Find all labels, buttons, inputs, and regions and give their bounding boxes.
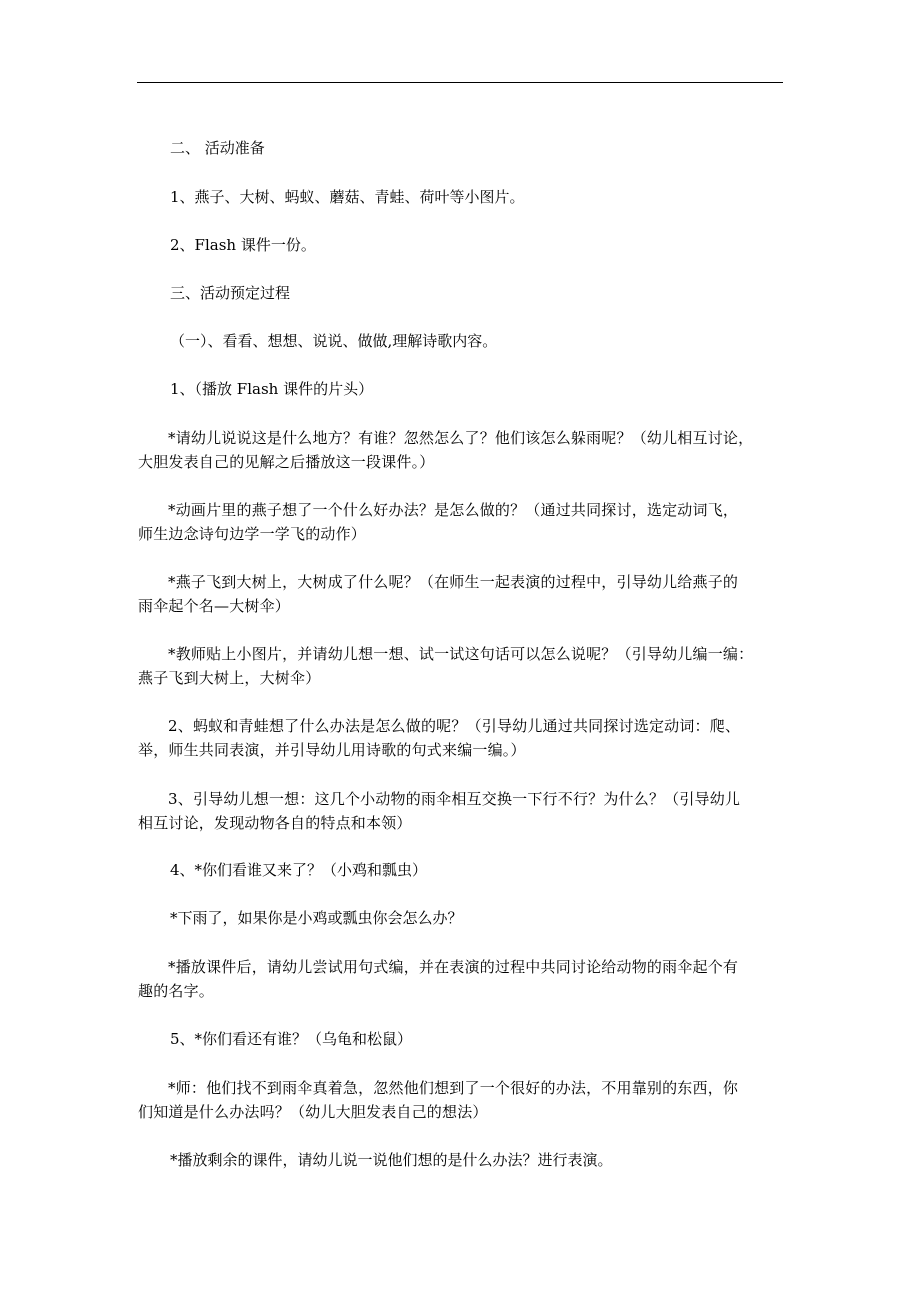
part-heading: （一）、看看、想想、说说、做做,理解诗歌内容。 xyxy=(170,332,498,350)
section-heading: 三、活动预定过程 xyxy=(170,284,291,302)
paragraph-line: *燕子飞到大树上，大树成了什么呢？（在师生一起表演的过程中，引导幼儿给燕子的 xyxy=(168,573,739,591)
paragraph-line: *师：他们找不到雨伞真着急，忽然他们想到了一个很好的办法，不用靠别的东西，你 xyxy=(168,1079,739,1097)
step-item: 4、*你们看谁又来了？（小鸡和瓢虫） xyxy=(170,861,428,879)
prep-item: 1、燕子、大树、蚂蚁、蘑菇、青蛙、荷叶等小图片。 xyxy=(170,188,525,206)
question-line: *下雨了，如果你是小鸡或瓢虫你会怎么办？ xyxy=(170,909,463,927)
paragraph-line: *播放课件后，请幼儿尝试用句式编，并在表演的过程中共同讨论给动物的雨伞起个有 xyxy=(168,958,739,976)
paragraph-line: *请幼儿说说这是什么地方？有谁？忽然怎么了？他们该怎么躲雨呢？（幼儿相互讨论， xyxy=(168,429,754,447)
paragraph xyxy=(138,426,784,474)
section-heading: 二、 活动准备 xyxy=(170,139,265,157)
prep-item: 2、Flash 课件一份。 xyxy=(170,236,316,254)
paragraph-line: 雨伞起个名—大树伞） xyxy=(138,597,291,615)
step-item: 5、*你们看还有谁？（乌龟和松鼠） xyxy=(170,1030,413,1048)
paragraph-line: 趣的名字。 xyxy=(138,982,215,1000)
header-rule xyxy=(137,82,783,83)
paragraph xyxy=(138,787,784,835)
paragraph xyxy=(138,955,784,1003)
paragraph-line: *教师贴上小图片，并请幼儿想一想、试一试这句话可以怎么说呢？（引导幼儿编一编： xyxy=(168,645,754,663)
paragraph xyxy=(138,498,784,546)
paragraph-line: *动画片里的燕子想了一个什么好办法？是怎么做的？（通过共同探讨，选定动词飞， xyxy=(168,501,739,519)
paragraph-line: 相互讨论，发现动物各自的特点和本领） xyxy=(138,814,412,832)
paragraph-line: 举，师生共同表演，并引导幼儿用诗歌的句式来编一编。） xyxy=(138,741,526,759)
paragraph xyxy=(138,642,784,690)
paragraph-line: *播放剩余的课件，请幼儿说一说他们想的是什么办法？进行表演。 xyxy=(170,1151,613,1169)
step-item: 1、（播放 Flash 课件的片头） xyxy=(170,380,374,398)
paragraph xyxy=(138,570,784,618)
paragraph-line: 2、蚂蚁和青蛙想了什么办法是怎么做的呢？（引导幼儿通过共同探讨选定动词：爬、 xyxy=(168,717,741,735)
paragraph-line: 师生边念诗句边学一学飞的动作） xyxy=(138,525,367,543)
paragraph xyxy=(138,1076,784,1124)
paragraph-line: 大胆发表自己的见解之后播放这一段课件。） xyxy=(138,453,435,471)
paragraph-line: 3、引导幼儿想一想：这几个小动物的雨伞相互交换一下行不行？为什么？（引导幼儿 xyxy=(168,790,741,808)
paragraph xyxy=(138,714,784,762)
paragraph-line: 们知道是什么办法吗？（幼儿大胆发表自己的想法） xyxy=(138,1103,488,1121)
paragraph-line: 燕子飞到大树上，大树伞） xyxy=(138,669,321,687)
